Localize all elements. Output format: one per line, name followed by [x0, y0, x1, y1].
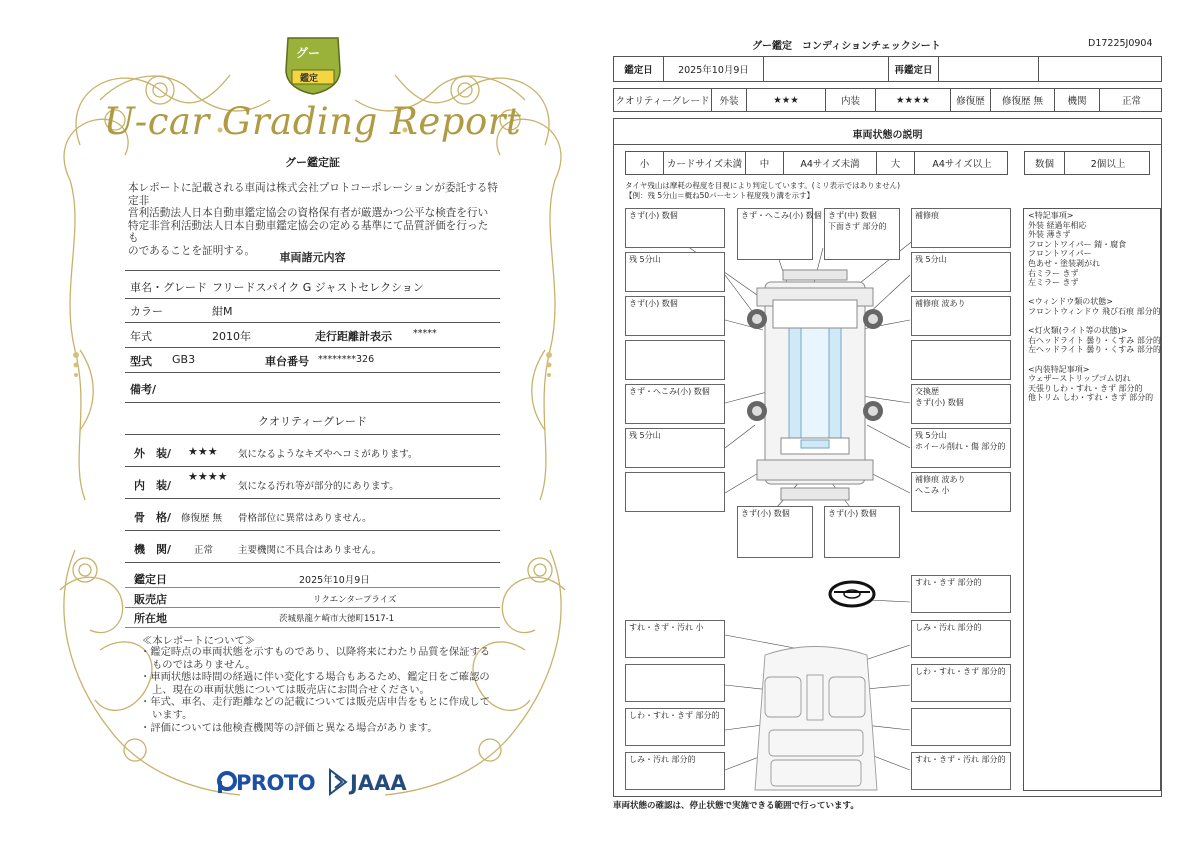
exterior-label: 外装 [712, 89, 747, 111]
note-line: 右ミラー きず [1028, 268, 1079, 278]
interior-box-steering: すれ・きず 部分的 [911, 575, 1011, 613]
interior-desc: 気になる汚れ等が部分的にあります。 [238, 481, 399, 492]
chassis-label: 車台番号 [265, 355, 309, 368]
note-item: ・車両状態は時間の経過に伴い変化する場合もあるため、鑑定日をご確認の上、現在の車両状態については販売店にお問合せください。 [140, 671, 490, 696]
divider [125, 347, 500, 348]
certificate-heading: グー鑑定証 [285, 156, 340, 169]
note-line: ウェザーストリップゴム切れ [1028, 374, 1131, 384]
notes-heading: ≪本レポートについて≫ [142, 635, 256, 647]
frame-label: 骨 格/ [134, 511, 172, 524]
report-notes [140, 646, 500, 734]
engine-desc: 主要機関に不具合はありません。 [238, 545, 382, 556]
divider [125, 498, 500, 499]
damage-box-front-center: きず(中) 数個 下面きず 部分的 [824, 208, 900, 260]
damage-box-front-bumper-left: きず・へこみ(小) 数個 [737, 208, 813, 260]
engine-value: 正常 [194, 545, 214, 556]
divider [125, 627, 500, 628]
exterior-desc: 気になるようなキズやへコミがあります。 [238, 449, 418, 460]
note-item: ・評価については他検査機関等の評価と異なる場合があります。 [140, 721, 438, 734]
repair-history-label: 修復歴 [951, 89, 991, 111]
interior-box-3 [625, 664, 725, 702]
date-label: 鑑定日 [614, 57, 664, 81]
note-line: フロントウィンドウ 飛び石痕 部分的 [1028, 306, 1161, 316]
divider [125, 322, 500, 323]
interior-box-7: しみ・汚れ 部分的 [625, 752, 725, 790]
size-mid-desc: A4サイズ未満 [784, 152, 877, 174]
divider [125, 298, 500, 299]
exterior-label: 外 装/ [134, 447, 172, 460]
divider [125, 270, 500, 271]
certificate-intro [128, 182, 498, 257]
intro-line: 営利活動法人日本自動車鑑定協会の資格保有者が厳選かつ公平な検査を行い [128, 207, 489, 219]
divider [125, 372, 500, 373]
jaaa-logo-icon [327, 768, 349, 796]
frame-value: 修復歴 無 [181, 513, 223, 524]
color-value: 紺M [212, 305, 233, 318]
repair-history-value: 修復歴 無 [991, 89, 1055, 111]
note-line: 天張りしわ・すれ・きず 部分的 [1028, 383, 1143, 393]
section-title: 車両状態の説明 [852, 130, 923, 141]
dealer-label: 販売店 [134, 593, 167, 606]
condition-check-sheet [605, 30, 1170, 820]
damage-box-right-front-door: 補修痕 波あり [911, 296, 1011, 336]
size-small-desc: カードサイズ未満 [664, 152, 746, 174]
document-id: D17225J0904 [1088, 38, 1153, 49]
divider [125, 530, 500, 531]
quality-grade-label: クオリティーグレード [614, 89, 712, 111]
date-value: 2025年10月9日 [664, 57, 764, 81]
car-exterior-top-view [757, 270, 873, 500]
interior-box-1: すれ・きず・汚れ 小 [625, 620, 725, 658]
divider [125, 587, 500, 588]
damage-box-rear-bumper-right: きず(小) 数個 [824, 506, 900, 558]
specs-heading: 車両諸元内容 [279, 251, 346, 264]
location-value: 茨城県龍ケ崎市大徳町1517-1 [279, 614, 395, 624]
damage-box-right-center [911, 340, 1011, 380]
damage-box-right-rear-door: 交換歴 きず(小) 数個 [911, 384, 1011, 424]
note-line: 右ヘッドライト 曇り・くすみ 部分的 [1028, 335, 1161, 345]
interior-box-5: しわ・すれ・きず 部分的 [625, 708, 725, 746]
color-label: カラー [130, 305, 163, 318]
tire-box-front-right: 残 5分山 [911, 252, 1011, 292]
tire-note: タイヤ残山は摩耗の程度を目視により判定しています。(ミリ表示ではありません) [625, 181, 901, 190]
interior-stars: ★★★★ [188, 470, 228, 483]
note-item: ・鑑定時点の車両状態を示すものであり、以降将来にわたり品質を保証するものではありません。 [140, 646, 491, 671]
size-small: 小 [626, 152, 664, 174]
intro-line: のであることを証明する。 [128, 244, 256, 257]
name-grade-label: 車名・グレード [130, 281, 207, 294]
damage-box-left-center [625, 340, 725, 380]
tire-box-rear-left: 残 5分山 [625, 428, 725, 468]
note-heading: <特記事項> [1028, 211, 1074, 220]
divider [125, 466, 500, 467]
car-interior-view [755, 647, 877, 791]
size-large-desc: A4サイズ以上 [932, 159, 992, 170]
quality-heading: クオリティーグレード [258, 415, 367, 428]
damage-box-rear-left [625, 472, 725, 512]
year-value: 2010年 [212, 330, 251, 343]
tire-box-rear-right: 残 5分山 ホイール削れ・傷 部分的 [911, 428, 1011, 468]
damage-box-left-front-door: きず(小) 数個 [625, 296, 725, 336]
note-heading: <内装特記事項> [1028, 364, 1090, 374]
appraisal-date-value: 2025年10月9日 [299, 575, 370, 586]
exterior-value: ★★★ [747, 89, 826, 111]
note-line: フロントワイパー 錆・腐食 [1028, 239, 1127, 249]
divider [125, 402, 500, 403]
exterior-stars: ★★★ [188, 445, 218, 458]
damage-box-rear-bumper-left: きず(小) 数個 [737, 506, 813, 558]
count-label: 数個 [1025, 152, 1065, 174]
note-line: 外装 薄きず [1028, 230, 1071, 240]
divider [125, 562, 500, 563]
proto-logo-text: PROTO [236, 771, 316, 795]
interior-label: 内装 [826, 89, 876, 111]
size-mid: 中 [746, 152, 784, 174]
note-line: 外装 経過年相応 [1028, 220, 1087, 230]
engine-label: 機 関/ [134, 543, 172, 556]
model-value: GB3 [172, 353, 196, 366]
note-line: 色あせ・塗装剥がれ [1028, 258, 1100, 268]
count-desc: 2個以上 [1090, 159, 1126, 170]
badge-text-kantei: 鑑定 [300, 74, 319, 84]
divider [125, 607, 500, 608]
interior-box-4: しわ・すれ・きず 部分的 [911, 664, 1011, 702]
note-item: ・年式、車名、走行距離などの記載については販売店申告をもとに作成しています。 [140, 696, 490, 721]
damage-box-left-rear-door: きず・へこみ(小) 数個 [625, 384, 725, 424]
interior-label: 内 装/ [134, 479, 172, 492]
spacer [1028, 317, 1156, 327]
dealer-value: リクエンタープライズ [313, 595, 397, 605]
location-label: 所在地 [134, 612, 167, 625]
special-notes-panel [1023, 208, 1161, 791]
divider [125, 434, 500, 435]
reappraisal-label: 再鑑定日 [889, 57, 939, 81]
tire-box-front-left: 残 5分山 [625, 252, 725, 292]
tire-example-note: 【例：残 5分山＝概ね50パーセント程度残り溝を示す】 [625, 191, 815, 200]
damage-box-rear-right: 補修痕 波あり へこみ 小 [911, 472, 1011, 512]
engine-value: 正常 [1121, 96, 1141, 107]
interior-box-6 [911, 708, 1011, 746]
sheet-footer: 車両状態の確認は、停止状態で実施できる範囲で行っています。 [613, 801, 859, 811]
interior-value: ★★★★ [876, 89, 951, 111]
note-line: 他トリム しわ・すれ・きず 部分的 [1028, 393, 1154, 403]
intro-line: 特定非営利活動法人日本自動車鑑定協会の定める基準にて品質評価を行ったも [128, 219, 489, 244]
year-label: 年式 [130, 330, 152, 343]
remarks-label: 備考/ [130, 383, 157, 396]
engine-label: 機関 [1055, 89, 1100, 111]
mileage-label: 走行距離計表示 [315, 330, 392, 343]
intro-line: 本レポートに記載される車両は株式会社プロトコーポレーションが委託する特定非 [128, 182, 498, 207]
sheet-title: グー鑑定 コンディションチェックシート [752, 41, 941, 52]
note-line: フロントワイパー [1028, 249, 1092, 259]
note-heading: <灯火類(ライト等の状態)> [1028, 326, 1128, 336]
spacer [1028, 288, 1156, 298]
note-line: 左ヘッドライト 曇り・くすみ 部分的 [1028, 345, 1161, 355]
appraisal-date-label: 鑑定日 [134, 573, 167, 586]
badge-text-goo: グー [296, 46, 321, 60]
chassis-value: ********326 [318, 354, 375, 365]
note-line: 左ミラー きず [1028, 278, 1079, 288]
model-label: 型式 [130, 355, 152, 368]
note-heading: <ウィンドウ類の状態> [1028, 297, 1113, 307]
spacer [1028, 355, 1156, 365]
name-grade-value: フリードスパイク G ジャストセレクション [212, 281, 424, 294]
mileage-value: ***** [413, 328, 437, 339]
frame-desc: 骨格部位に異常はありません。 [238, 513, 372, 524]
size-large: 大 [877, 152, 915, 174]
steering-wheel-icon [830, 582, 874, 606]
jaaa-logo-text: JAAA [350, 771, 407, 795]
interior-box-8: すれ・きず・汚れ 部分的 [911, 752, 1011, 790]
damage-box-front-right: 補修痕 [911, 208, 1011, 248]
proto-logo-icon [216, 770, 238, 794]
damage-box-front-left: きず(小) 数個 [625, 208, 725, 248]
script-title: U-car Grading Report [103, 100, 522, 143]
interior-box-2: しみ・汚れ 部分的 [911, 620, 1011, 658]
grading-certificate [40, 30, 585, 820]
